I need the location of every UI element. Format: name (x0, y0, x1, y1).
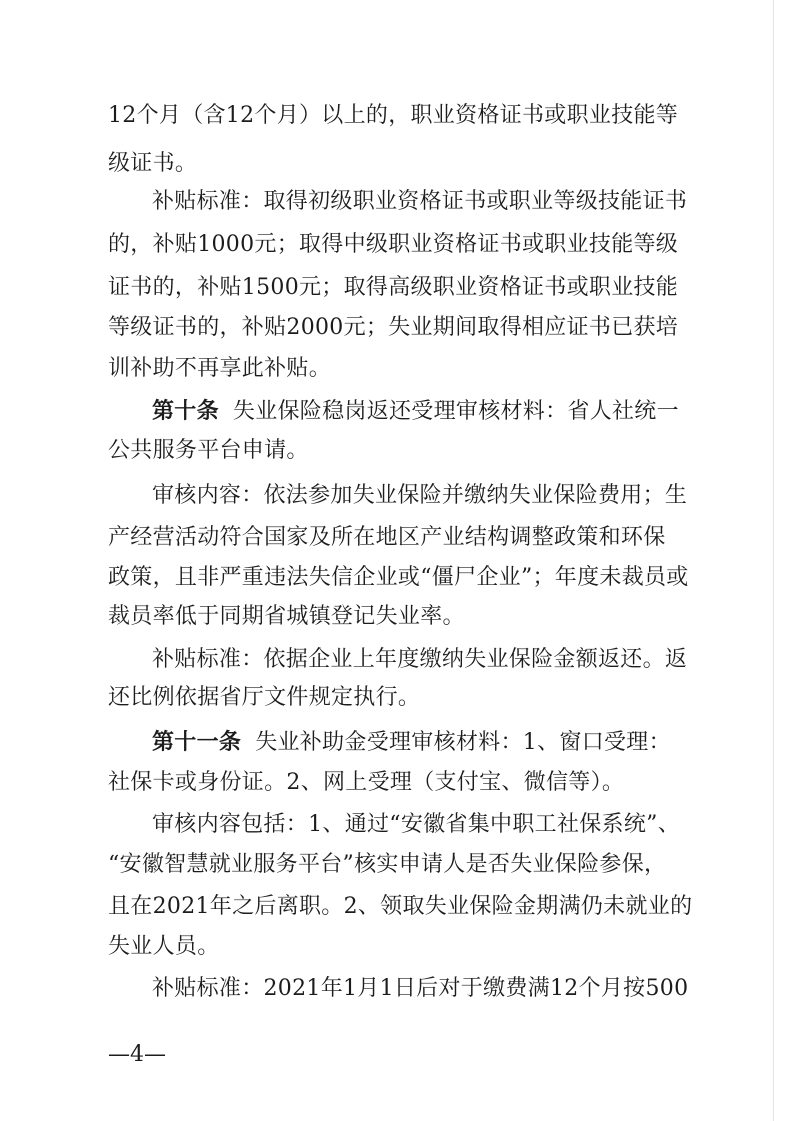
paragraph-7-line-4: 失业人员。 (108, 934, 220, 959)
article-10-heading: 第十条 (152, 399, 219, 424)
article-11-line-1 (152, 728, 671, 758)
page-edge-divider (773, 0, 774, 1121)
paragraph-4-line-4: 裁员率低于同期省城镇登记失业率。 (108, 604, 465, 629)
paragraph-8-line-1: 补贴标准：2021年1月1日后对于缴费满12个月按500 (152, 976, 689, 1001)
paragraph-2-line-3: 证书的，补贴1500元；取得高级职业资格证书或职业技能 (108, 275, 679, 300)
paragraph-4-line-3: 政策，且非严重违法失信企业或“僵尸企业”；年度未裁员或 (108, 565, 689, 590)
paragraph-2-line-1: 补贴标准：取得初级职业资格证书或职业等级技能证书 (152, 189, 688, 214)
page-number: —4— (108, 1042, 166, 1067)
paragraph-2-line-4: 等级证书的，补贴2000元；失业期间取得相应证书已获培 (108, 315, 679, 340)
article-11-line-2: 社保卡或身份证。2、网上受理（支付宝、微信等）。 (108, 770, 625, 795)
article-10-line-1 (152, 397, 679, 427)
paragraph-1-line-1: 12个月（含12个月）以上的，职业资格证书或职业技能等 (108, 103, 679, 128)
paragraph-5-line-1: 补贴标准：依据企业上年度缴纳失业保险金额返还。返 (152, 647, 688, 672)
article-11-heading: 第十一条 (152, 730, 242, 755)
paragraph-4-line-2: 产经营活动符合国家及所在地区产业结构调整政策和环保 (108, 525, 666, 550)
paragraph-4-line-1: 审核内容：依法参加失业保险并缴纳失业保险费用；生 (152, 483, 688, 508)
paragraph-7-line-3: 且在2021年之后离职。2、领取失业保险金期满仍未就业的 (108, 894, 693, 919)
article-10-line-2: 公共服务平台申请。 (108, 438, 309, 463)
paragraph-5-line-2: 还比例依据省厅文件规定执行。 (108, 685, 421, 710)
paragraph-7-line-2: “安徽智慧就业服务平台”核实申请人是否失业保险参保， (108, 852, 667, 877)
article-11-text: 失业补助金受理审核材料：1、窗口受理： (255, 730, 671, 755)
paragraph-2-line-2: 的，补贴1000元；取得中级职业资格证书或职业技能等级 (108, 232, 679, 257)
paragraph-2-line-5: 训补助不再享此补贴。 (108, 356, 332, 381)
paragraph-1-line-2: 级证书。 (108, 151, 198, 176)
paragraph-7-line-1: 审核内容包括：1、通过“安徽省集中职工社保系统”、 (152, 812, 680, 837)
article-10-text: 失业保险稳岗返还受理审核材料：省人社统一 (232, 399, 679, 424)
